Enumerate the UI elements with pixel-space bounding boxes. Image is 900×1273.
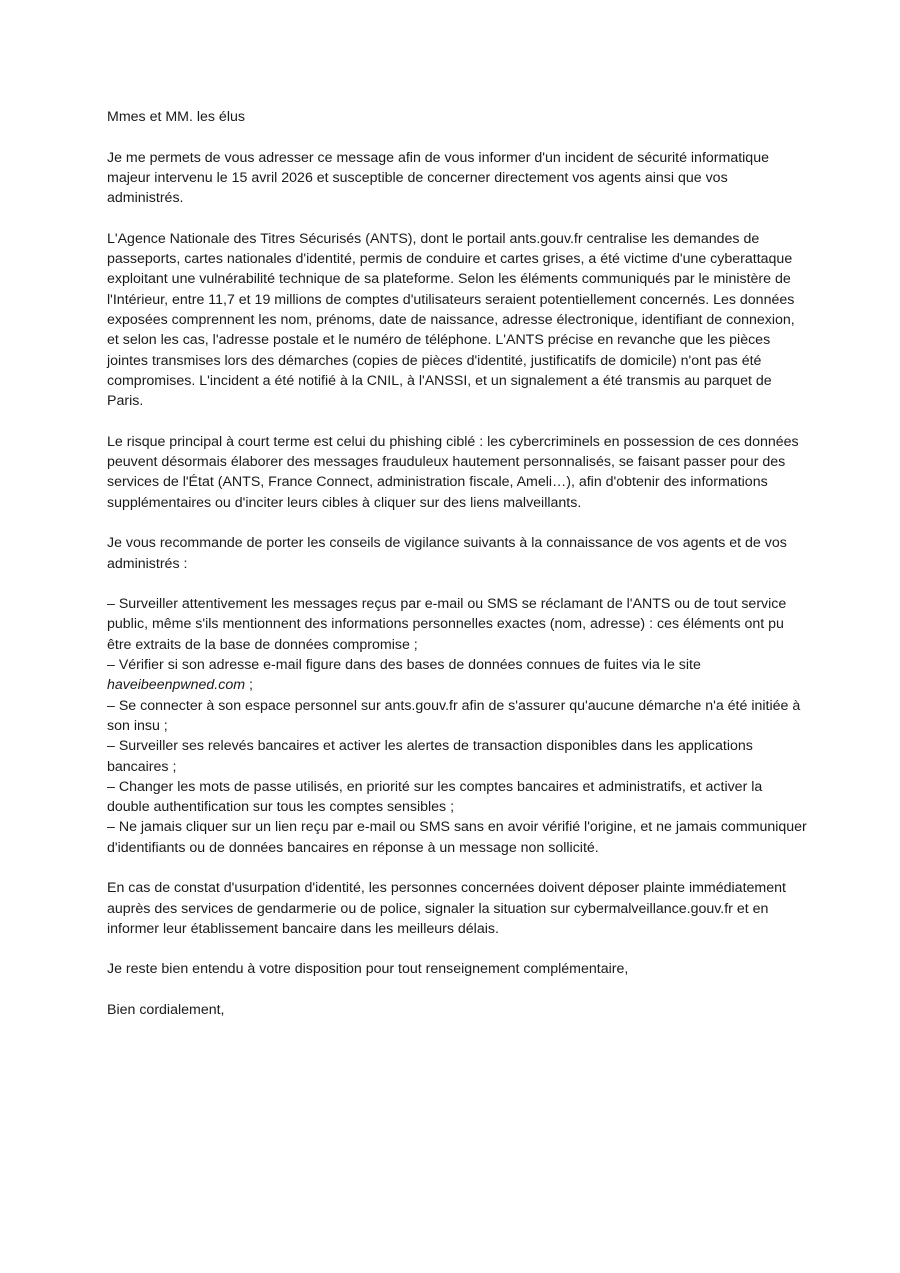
risk-paragraph: Le risque principal à court terme est celui du phishing ciblé : les cybercriminels en possession de ces données peuvent désormais élaborer des messages frauduleux hautement personnalisés, se faisant passer pour des services de l'État (ANTS, France Connect, administration fiscale, Ameli…), afin d'obtenir des informations supplémentaires ou d'inciter leurs cibles à cliquer sur des liens malveillants. (107, 433, 799, 511)
availability-paragraph: Je reste bien entendu à votre disposition pour tout renseignement complémentaire, (107, 961, 629, 978)
identity-theft-paragraph: En cas de constat d'usurpation d'identité, les personnes concernées doivent déposer plainte immédiatement auprès des services de gendarmerie ou de police, signaler la situation sur cybermalveillance.gouv.fr et en informer leur établissement bancaire dans les meilleurs délais. (107, 880, 786, 937)
context-paragraph: L'Agence Nationale des Titres Sécurisés (ANTS), dont le portail ants.gouv.fr centralise les demandes de passeports, cartes nationales d'identité, permis de conduire et cartes grises, a été victime d'une cyberattaque exploitant une vulnérabilité technique de sa plateforme. Selon les éléments communiqués par le ministère de l'Intérieur, entre 11,7 et 19 millions de comptes d'utilisateurs seraient potentiellement concernés. Les données exposées comprennent les nom, prénoms, date de naissance, adresse électronique, identifiant de connexion, et selon les cas, l'adresse postale et le numéro de téléphone. L'ANTS précise en revanche que les pièces jointes transmises lors des démarches (copies de pièces d'identité, justificatifs de domicile) n'ont pas été compromises. L'incident a été notifié à la CNIL, à l'ANSSI, et un signalement a été transmis au parquet de Paris. (107, 230, 795, 410)
haveibeenpwned-link[interactable]: haveibeenpwned.com (107, 677, 246, 694)
recommendation-intro: Je vous recommande de porter les conseils de vigilance suivants à la connaissance de vos agents et de vos administrés : (107, 535, 787, 572)
advice-item-text: – Vérifier si son adresse e-mail figure dans des bases de données connues de fuites via le site (107, 657, 701, 674)
advice-item (107, 655, 807, 696)
advice-list (107, 594, 807, 858)
intro-paragraph: Je me permets de vous adresser ce message afin de vous informer d'un incident de sécurité informatique majeur intervenu le 15 avril 2026 et susceptible de concerner directement vos agents ainsi que vos administrés. (107, 149, 769, 207)
advice-item: – Se connecter à son espace personnel sur ants.gouv.fr afin de s'assurer qu'aucune démarche n'a été initiée à son insu ; (107, 697, 801, 734)
closing: Bien cordialement, (107, 1002, 225, 1019)
advice-item: – Ne jamais cliquer sur un lien reçu par e-mail ou SMS sans en avoir vérifié l'origine, et ne jamais communiquer d'identifiants ou de données bancaires en réponse à un message non sollicité. (107, 819, 807, 856)
salutation: Mmes et MM. les élus (107, 109, 245, 125)
advice-item: – Surveiller attentivement les messages reçus par e-mail ou SMS se réclamant de l'ANTS ou de tout service public, même s'ils mentionnent des informations personnelles exactes (nom, adresse) : ces éléments ont pu être extraits de la base de données compromise ; (107, 596, 787, 653)
advice-item: – Surveiller ses relevés bancaires et activer les alertes de transaction disponibles dans les applications bancaires ; (107, 738, 753, 775)
advice-item-end: ; (245, 677, 253, 694)
advice-item: – Changer les mots de passe utilisés, en priorité sur les comptes bancaires et administratifs, et activer la double authentification sur tous les comptes sensibles ; (107, 778, 763, 816)
letter-body (107, 107, 807, 1041)
